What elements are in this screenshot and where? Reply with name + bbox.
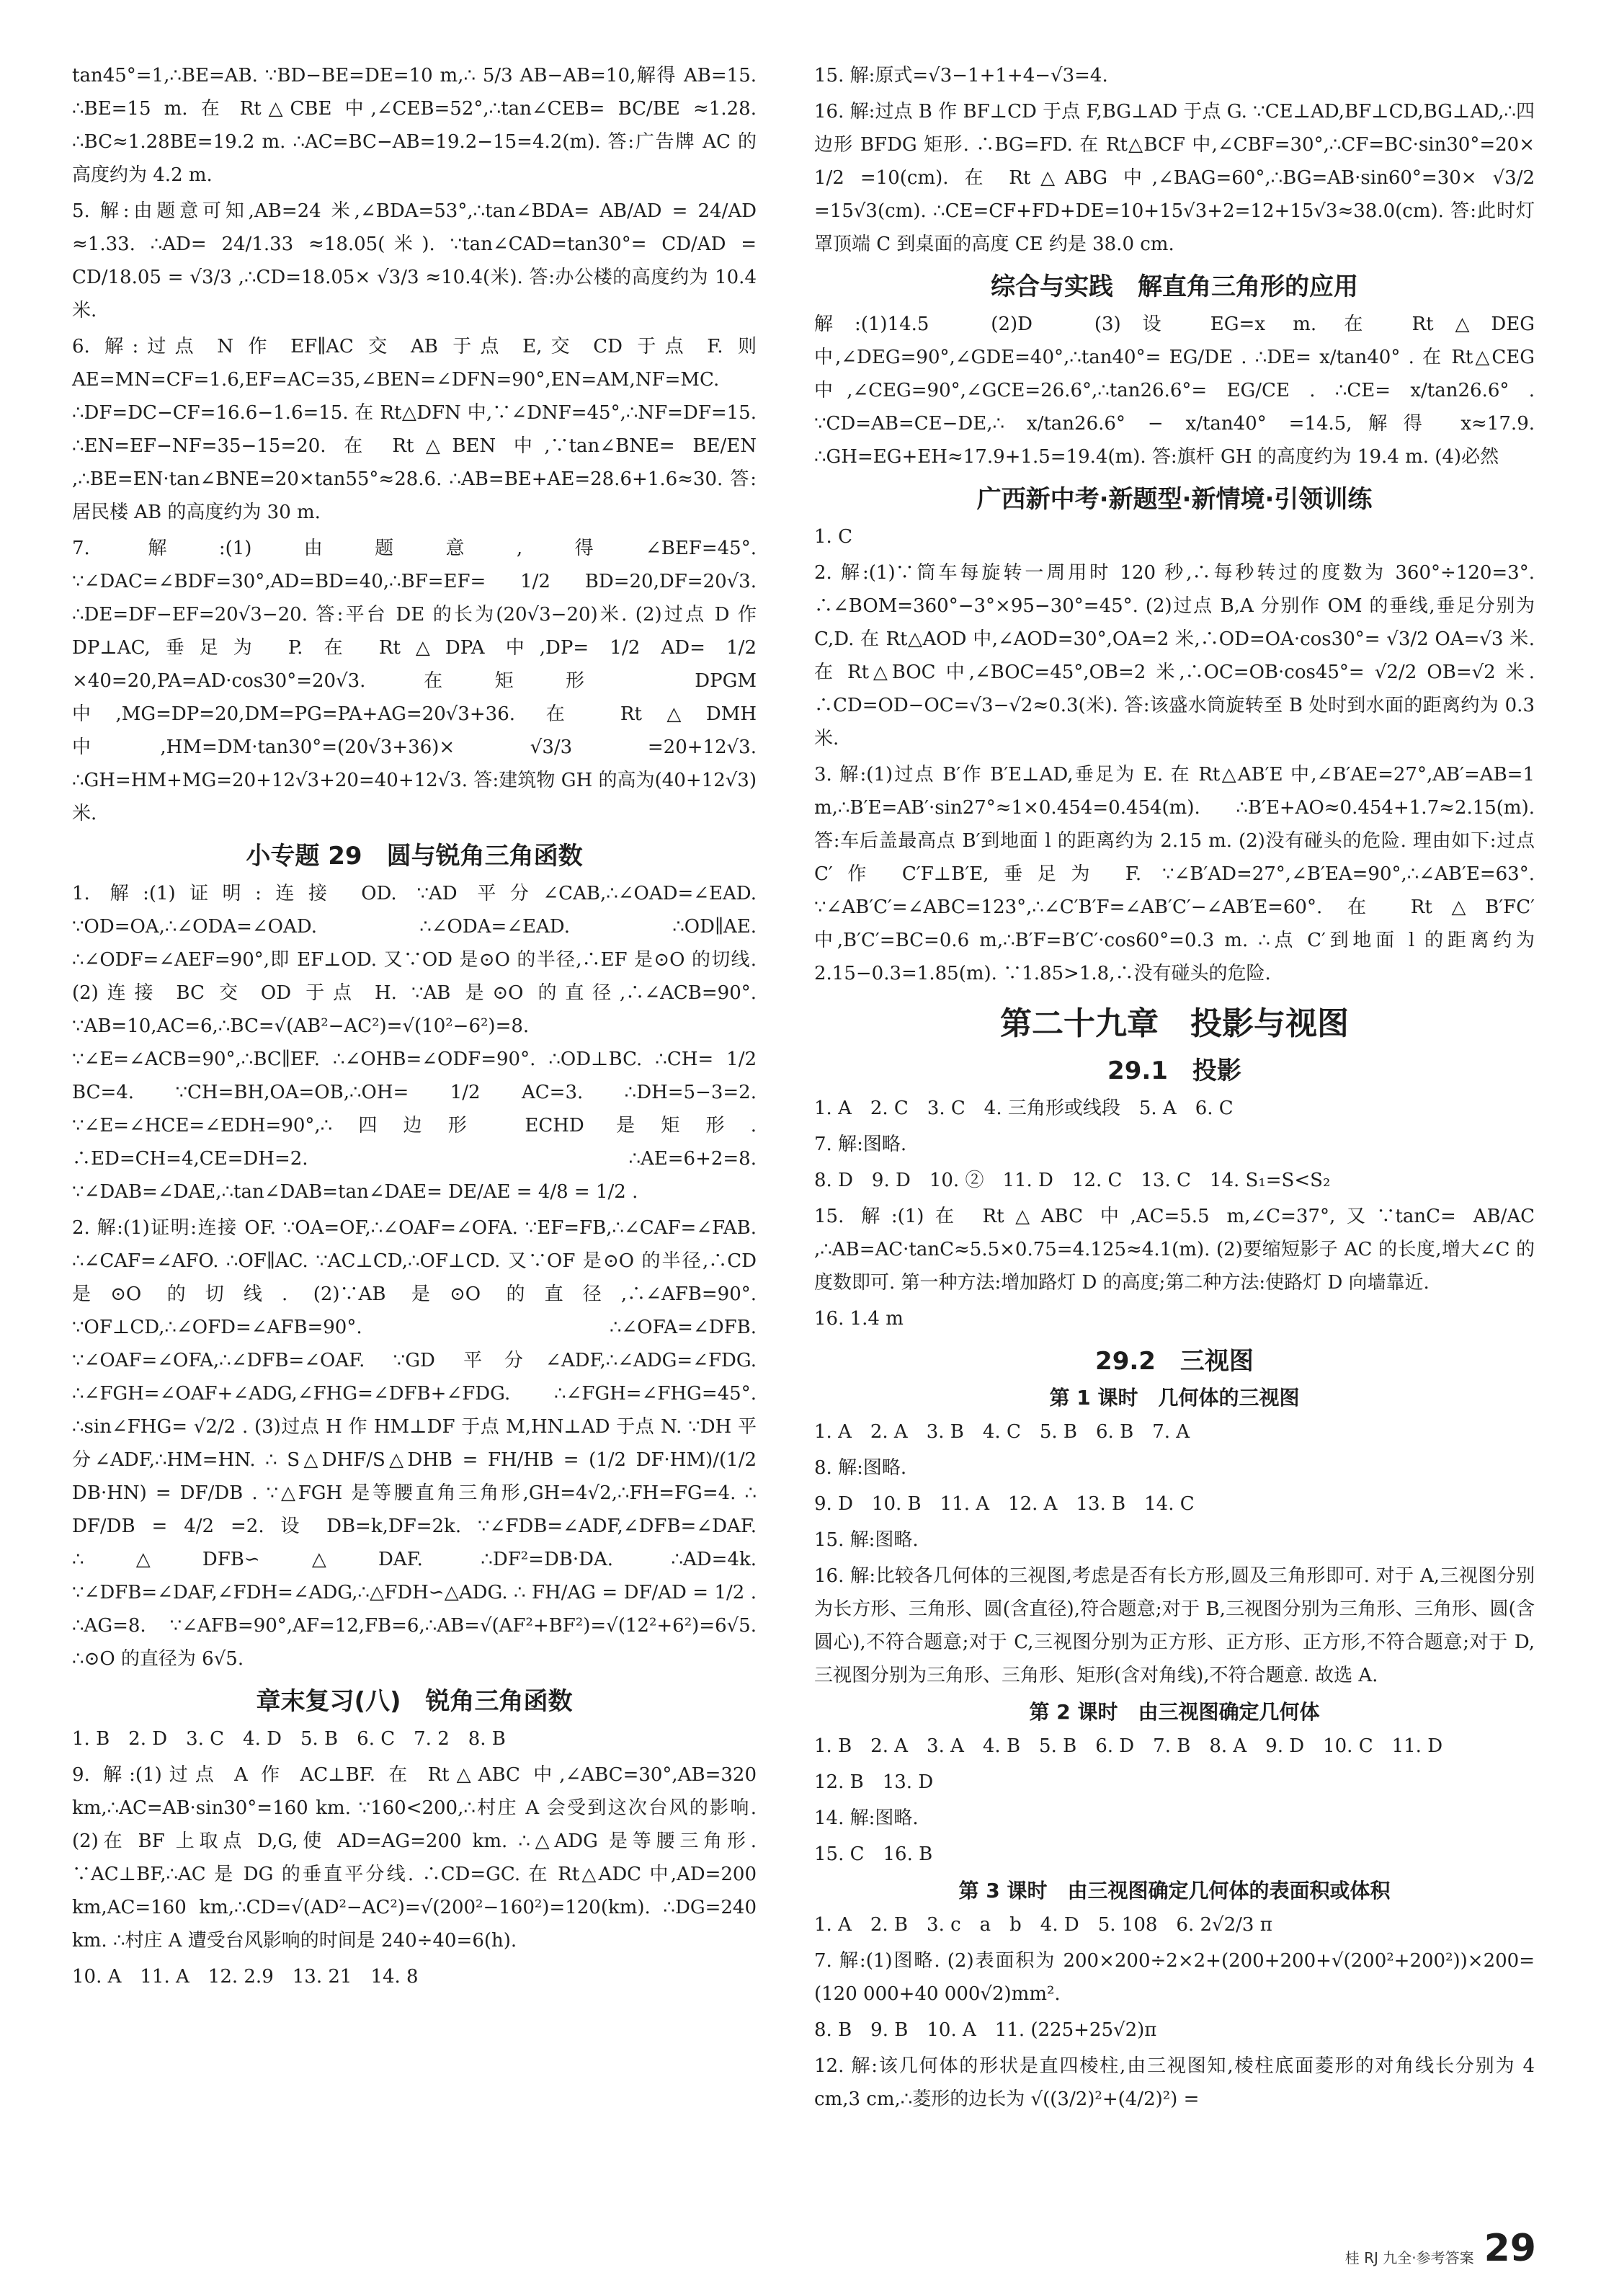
- section-heading: 综合与实践 解直角三角形的应用: [991, 272, 1358, 301]
- answer-paragraph: 16. 解:过点 B 作 BF⊥CD 于点 F,BG⊥AD 于点 G. ∵CE⊥AD,BF⊥CD,BG⊥AD,∴四边形 BFDG 矩形. ∴BG=FD. 在 Rt△BCF 中,∠CBF=30°,∴CF=BC·sin30°=20× 1/2 =10(cm). 在 Rt△ABG 中,∠BAG=60°,∴BG=AB·sin60°=30× √3/2 =15√3(cm). ∴CE=CF+FD+DE=10+15√3+2=12+15√3≈38.0(cm). 答:此时灯罩顶端 C 到桌面的高度 CE 约是 38.0 cm.: [814, 101, 1535, 255]
- answer-paragraph: 解:(1)14.5 (2)D (3)设 EG=x m. 在 Rt△DEG 中,∠DEG=90°,∠GDE=40°,∴tan40°= EG/DE . ∴DE= x/tan40° . 在 Rt△CEG 中,∠CEG=90°,∠GCE=26.6°,∴tan26.6°= EG/CE . ∴CE= x/tan26.6° . ∵CD=AB=CE−DE,∴ x/tan26.6° − x/tan40° =14.5,解得 x≈17.9. ∴GH=EG+EH≈17.9+1.5=19.4(m). 答:旗杆 GH 的高度约为 19.4 m. (4)必然: [814, 313, 1535, 468]
- answer-paragraph: 1. C: [814, 526, 852, 548]
- answer-paragraph: 8. 解:图略.: [814, 1457, 907, 1479]
- section-heading: 小专题 29 圆与锐角三角函数: [246, 842, 583, 871]
- section-heading: 第二十九章 投影与视图: [1000, 1005, 1349, 1042]
- answer-paragraph: 7. 解:(1)图略. (2)表面积为 200×200÷2×2+(200+200+√(200²+200²))×200=(120 000+40 000√2)mm².: [814, 1950, 1535, 2005]
- answer-paragraph: 12. B 13. D: [814, 1771, 934, 1793]
- answer-paragraph: 1. B 2. A 3. A 4. B 5. B 6. D 7. B 8. A 9. D 10. C 11. D: [814, 1735, 1443, 1757]
- footer-label: 桂 RJ 九全·参考答案: [1344, 2249, 1474, 2266]
- answer-paragraph: 15. 解:(1)在 Rt△ABC 中,AC=5.5 m,∠C=37°,又∵tanC= AB/AC ,∴AB=AC·tanC≈5.5×0.75=4.125≈4.1(m). (2)要缩短影子 AC 的长度,增大∠C 的度数即可. 第一种方法:增加路灯 D 的高度;第二种方法:使路灯 D 向墙靠近.: [814, 1206, 1535, 1294]
- right-column: [814, 59, 1535, 2210]
- answer-paragraph: 9. 解:(1)过点 A 作 AC⊥BF. 在 Rt△ABC 中,∠ABC=30°,AB=320 km,∴AC=AB·sin30°=160 km. ∵160<200,∴村庄 A 会受到这次台风的影响. (2)在 BF 上取点 D,G,使 AD=AG=200 km. ∴△ADG 是等腰三角形. ∵AC⊥BF,∴AC 是 DG 的垂直平分线. ∴CD=GC. 在 Rt△ADC 中,AD=200 km,AC=160 km,∴CD=√(AD²−AC²)=√(200²−160²)=120(km). ∴DG=240 km. ∴村庄 A 遭受台风影响的时间是 240÷40=6(h).: [72, 1764, 757, 1952]
- answer-paragraph: 1. A 2. B 3. c a b 4. D 5. 108 6. 2√2/3 π: [814, 1914, 1272, 1936]
- page-footer: [1344, 2227, 1536, 2270]
- left-column: [72, 59, 757, 2210]
- answer-paragraph: 9. D 10. B 11. A 12. A 13. B 14. C: [814, 1493, 1195, 1515]
- answer-paragraph: 15. C 16. B: [814, 1843, 933, 1865]
- answer-paragraph: 15. 解:图略.: [814, 1529, 919, 1551]
- answer-paragraph: 8. B 9. B 10. A 11. (225+25√2)π: [814, 2019, 1157, 2041]
- answer-paragraph: 10. A 11. A 12. 2.9 13. 21 14. 8: [72, 1966, 419, 1988]
- section-heading: 第 1 课时 几何体的三视图: [1049, 1386, 1300, 1410]
- answer-paragraph: 5. 解:由题意可知,AB=24 米,∠BDA=53°,∴tan∠BDA= AB/AD = 24/AD ≈1.33. ∴AD= 24/1.33 ≈18.05(米). ∵tan∠CAD=tan30°= CD/AD = CD/18.05 = √3/3 ,∴CD=18.05× √3/3 ≈10.4(米). 答:办公楼的高度约为 10.4 米.: [72, 200, 757, 321]
- answer-paragraph: 8. D 9. D 10. ② 11. D 12. C 13. C 14. S₁=S<S₂: [814, 1170, 1331, 1191]
- page-number: 29: [1484, 2227, 1536, 2270]
- section-heading: 29.2 三视图: [1095, 1347, 1254, 1376]
- answer-paragraph: 3. 解:(1)过点 B′作 B′E⊥AD,垂足为 E. 在 Rt△AB′E 中,∠B′AE=27°,AB′=AB=1 m,∴B′E=AB′·sin27°≈1×0.454=0.454(m). ∴B′E+AO≈0.454+1.7≈2.15(m). 答:车后盖最高点 B′到地面 l 的距离约为 2.15 m. (2)没有碰头的危险. 理由如下:过点 C′作 C′F⊥B′E,垂足为 F. ∵∠B′AD=27°,∠B′EA=90°,∴∠AB′E=63°. ∵∠AB′C′=∠ABC=123°,∴∠C′B′F=∠AB′C′−∠AB′E=60°. 在 Rt△B′FC′中,B′C′=BC=0.6 m,∴B′F=B′C′·cos60°=0.3 m. ∴点 C′到地面 l 的距离约为 2.15−0.3=1.85(m). ∵1.85>1.8,∴没有碰头的危险.: [814, 764, 1535, 984]
- answer-paragraph: 1. A 2. C 3. C 4. 三角形或线段 5. A 6. C: [814, 1098, 1234, 1119]
- answer-paragraph: 7. 解:(1)由题意,得∠BEF=45°. ∵∠DAC=∠BDF=30°,AD=BD=40,∴BF=EF= 1/2 BD=20,DF=20√3. ∴DE=DF−EF=20√3−20. 答:平台 DE 的长为(20√3−20)米. (2)过点 D 作 DP⊥AC,垂足为 P. 在 Rt△DPA 中,DP= 1/2 AD= 1/2 ×40=20,PA=AD·cos30°=20√3. 在矩形 DPGM 中,MG=DP=20,DM=PG=PA+AG=20√3+36. 在 Rt△DMH 中,HM=DM·tan30°=(20√3+36)× √3/3 =20+12√3. ∴GH=HM+MG=20+12√3+20=40+12√3. 答:建筑物 GH 的高为(40+12√3)米.: [72, 538, 757, 824]
- answer-paragraph: 16. 1.4 m: [814, 1308, 904, 1330]
- answer-paragraph: 1. 解:(1)证明:连接 OD. ∵AD 平分∠CAB,∴∠OAD=∠EAD. ∵OD=OA,∴∠ODA=∠OAD. ∴∠ODA=∠EAD. ∴OD∥AE. ∴∠ODF=∠AEF=90°,即 EF⊥OD. 又∵OD 是⊙O 的半径,∴EF 是⊙O 的切线. (2)连接 BC 交 OD 于点 H. ∵AB 是⊙O 的直径,∴∠ACB=90°. ∵AB=10,AC=6,∴BC=√(AB²−AC²)=√(10²−6²)=8. ∵∠E=∠ACB=90°,∴BC∥EF. ∴∠OHB=∠ODF=90°. ∴OD⊥BC. ∴CH= 1/2 BC=4. ∵CH=BH,OA=OB,∴OH= 1/2 AC=3. ∴DH=5−3=2. ∵∠E=∠HCE=∠EDH=90°,∴四边形 ECHD 是矩形. ∴ED=CH=4,CE=DH=2. ∴AE=6+2=8. ∵∠DAB=∠DAE,∴tan∠DAB=tan∠DAE= DE/AE = 4/8 = 1/2 .: [72, 883, 757, 1203]
- section-heading: 章末复习(八) 锐角三角函数: [256, 1687, 573, 1716]
- answer-paragraph: 1. B 2. D 3. C 4. D 5. B 6. C 7. 2 8. B: [72, 1728, 506, 1750]
- section-heading: 广西新中考·新题型·新情境·引领训练: [976, 485, 1373, 514]
- answer-paragraph: 16. 解:比较各几何体的三视图,考虑是否有长方形,圆及三角形即可. 对于 A,三视图分别为长方形、三角形、圆(含直径),符合题意;对于 B,三视图分别为三角形、三角形、圆(含圆心),不符合题意;对于 C,三视图分别为正方形、正方形、正方形,不符合题意;对于 D,三视图分别为三角形、三角形、矩形(含对角线),不符合题意. 故选 A.: [814, 1565, 1535, 1686]
- section-heading: 29.1 投影: [1107, 1056, 1241, 1085]
- answer-paragraph: 12. 解:该几何体的形状是直四棱柱,由三视图知,棱柱底面菱形的对角线长分别为 4 cm,3 cm,∴菱形的边长为 √((3/2)²+(4/2)²) =: [814, 2055, 1535, 2110]
- answer-paragraph: tan45°=1,∴BE=AB. ∵BD−BE=DE=10 m,∴ 5/3 AB−AB=10,解得 AB=15. ∴BE=15 m. 在 Rt△CBE 中,∠CEB=52°,∴tan∠CEB= BC/BE ≈1.28. ∴BC≈1.28BE=19.2 m. ∴AC=BC−AB=19.2−15=4.2(m). 答:广告牌 AC 的高度约为 4.2 m.: [72, 65, 757, 186]
- answer-paragraph: 7. 解:图略.: [814, 1134, 907, 1155]
- answer-paragraph: 2. 解:(1)∵筒车每旋转一周用时 120 秒,∴每秒转过的度数为 360°÷120=3°. ∴∠BOM=360°−3°×95−30°=45°. (2)过点 B,A 分别作 OM 的垂线,垂足分别为 C,D. 在 Rt△AOD 中,∠AOD=30°,OA=2 米,∴OD=OA·cos30°= √3/2 OA=√3 米. 在 Rt△BOC 中,∠BOC=45°,OB=2 米,∴OC=OB·cos45°= √2/2 OB=√2 米. ∴CD=OD−OC=√3−√2≈0.3(米). 答:该盛水筒旋转至 B 处时到水面的距离约为 0.3 米.: [814, 562, 1535, 749]
- answer-paragraph: 1. A 2. A 3. B 4. C 5. B 6. B 7. A: [814, 1421, 1190, 1443]
- section-heading: 第 3 课时 由三视图确定几何体的表面积或体积: [958, 1879, 1391, 1903]
- answer-paragraph: 14. 解:图略.: [814, 1807, 919, 1829]
- answer-paragraph: 6. 解:过点 N 作 EF∥AC 交 AB 于点 E,交 CD 于点 F. 则 AE=MN=CF=1.6,EF=AC=35,∠BEN=∠DFN=90°,EN=AM,NF=MC. ∴DF=DC−CF=16.6−1.6=15. 在 Rt△DFN 中,∵∠DNF=45°,∴NF=DF=15. ∴EN=EF−NF=35−15=20. 在 Rt△BEN 中,∵tan∠BNE= BE/EN ,∴BE=EN·tan∠BNE=20×tan55°≈28.6. ∴AB=BE+AE=28.6+1.6≈30. 答:居民楼 AB 的高度约为 30 m.: [72, 336, 757, 523]
- answer-paragraph: 15. 解:原式=√3−1+1+4−√3=4.: [814, 65, 1108, 86]
- answer-paragraph: 2. 解:(1)证明:连接 OF. ∵OA=OF,∴∠OAF=∠OFA. ∵EF=FB,∴∠CAF=∠FAB. ∴∠CAF=∠AFO. ∴OF∥AC. ∵AC⊥CD,∴OF⊥CD. 又∵OF 是⊙O 的半径,∴CD 是⊙O 的切线. (2)∵AB 是⊙O 的直径,∴∠AFB=90°. ∵OF⊥CD,∴∠OFD=∠AFB=90°. ∴∠OFA=∠DFB. ∵∠OAF=∠OFA,∴∠DFB=∠OAF. ∵GD 平分∠ADF,∴∠ADG=∠FDG. ∴∠FGH=∠OAF+∠ADG,∠FHG=∠DFB+∠FDG. ∴∠FGH=∠FHG=45°. ∴sin∠FHG= √2/2 . (3)过点 H 作 HM⊥DF 于点 M,HN⊥AD 于点 N. ∵DH 平分∠ADF,∴HM=HN. ∴ S△DHF/S△DHB = FH/HB = (1/2 DF·HM)/(1/2 DB·HN) = DF/DB . ∵△FGH 是等腰直角三角形,GH=4√2,∴FH=FG=4. ∴ DF/DB = 4/2 =2. 设 DB=k,DF=2k. ∵∠FDB=∠ADF,∠DFB=∠DAF. ∴△DFB∽△DAF. ∴DF²=DB·DA. ∴AD=4k. ∵∠DFB=∠DAF,∠FDH=∠ADG,∴△FDH∽△ADG. ∴ FH/AG = DF/AD = 1/2 . ∴AG=8. ∵∠AFB=90°,AF=12,FB=6,∴AB=√(AF²+BF²)=√(12²+6²)=6√5. ∴⊙O 的直径为 6√5.: [72, 1217, 757, 1670]
- section-heading: 第 2 课时 由三视图确定几何体: [1029, 1700, 1320, 1724]
